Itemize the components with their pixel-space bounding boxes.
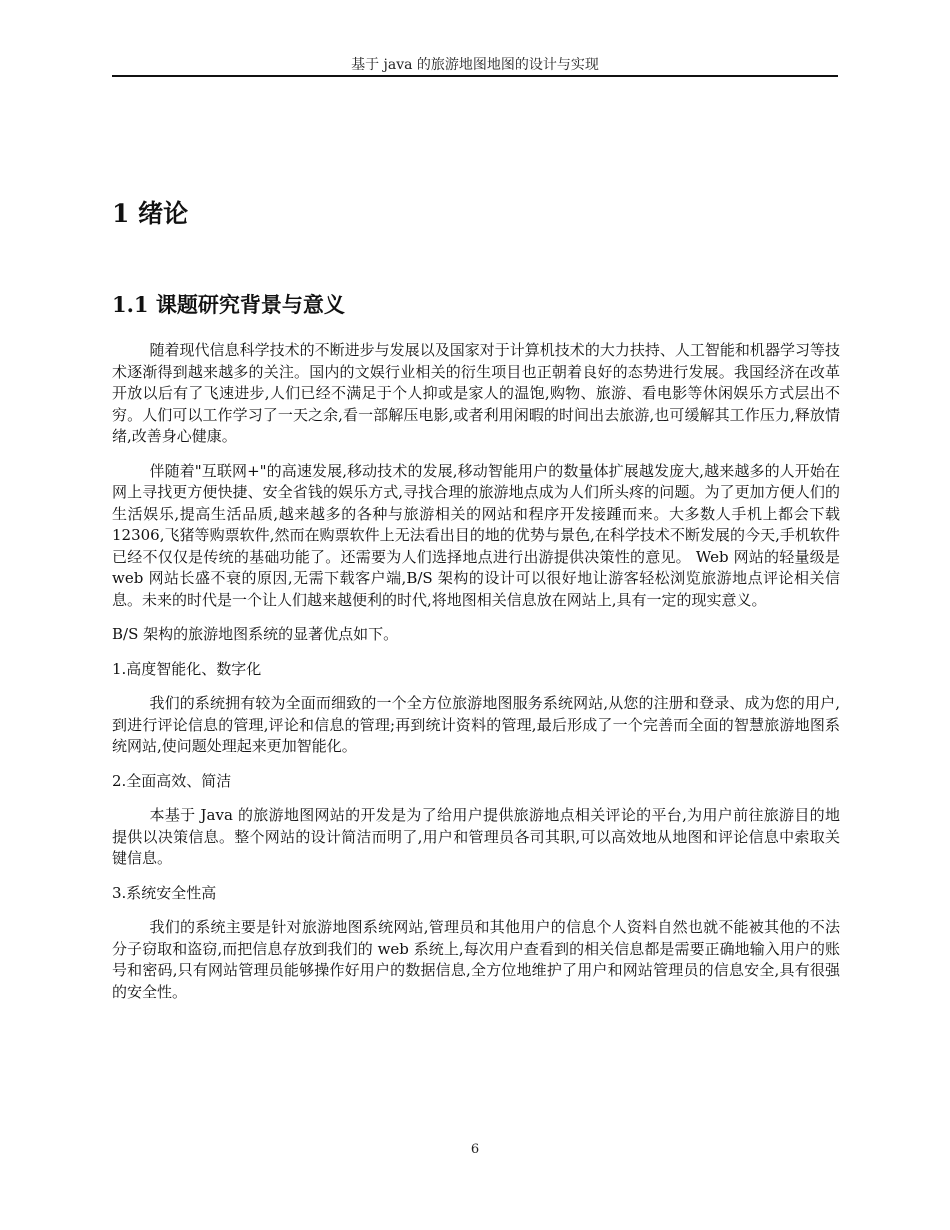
running-header: 基于 java 的旅游地图地图的设计与实现 (351, 57, 599, 73)
page-body (112, 196, 840, 1016)
paragraph-security: 我们的系统主要是针对旅游地图系统网站,管理员和其他用户的信息个人资料自然也就不能被其他的不法分子窃取和盗窃,而把信息存放到我们的 web 系统上,每次用户查看到的相关信息都是需要正确地输入用户的账号和密码,只有网站管理员能够操作好用户的数据信息,全方位地维护了用户和网站管理员的信息安全,具有很强的安全性。 (112, 918, 840, 1001)
paragraph-background: 随着现代信息科学技术的不断进步与发展以及国家对于计算机技术的大力扶持、人工智能和机器学习等技术逐渐得到越来越多的关注。国内的文娱行业相关的衍生项目也正朝着良好的态势进行发展。我国经济在改革开放以后有了飞速进步,人们已经不满足于个人抑或是家人的温饱,购物、旅游、看电影等休闲娱乐方式层出不穷。人们可以工作学习了一天之余,看一部解压电影,或者利用闲暇的时间出去旅游,也可缓解其工作压力,释放情绪,改善身心健康。 (112, 341, 840, 445)
list-heading-efficient: 2.全面高效、简洁 (112, 771, 232, 790)
list-heading-intelligent: 1.高度智能化、数字化 (112, 659, 262, 678)
paragraph-intelligent: 我们的系统拥有较为全面而细致的一个全方位旅游地图服务系统网站,从您的注册和登录、成为您的用户,到进行评论信息的管理,评论和信息的管理;再到统计资料的管理,最后形成了一个完善而全面的智慧旅游地图系统网站,使问题处理起来更加智能化。 (112, 694, 840, 755)
paragraph-efficient: 本基于 Java 的旅游地图网站的开发是为了给用户提供旅游地点相关评论的平台,为用户前往旅游目的地提供以决策信息。整个网站的设计简洁而明了,用户和管理员各司其职,可以高效地从地图和评论信息中索取关键信息。 (112, 806, 840, 867)
chapter-title: 1 绪论 (112, 199, 189, 228)
page-number: 6 (470, 1142, 480, 1157)
paragraph-internet-development: 伴随着"互联网+"的高速发展,移动技术的发展,移动智能用户的数量体扩展越发庞大,越来越多的人开始在网上寻找更方便快捷、安全省钱的娱乐方式,寻找合理的旅游地点成为人们所头疼的问题。为了更加方便人们的生活娱乐,提高生活品质,越来越多的各种与旅游相关的网站和程序开发接踵而来。大多数人手机上都会下载 12306,飞猪等购票软件,然而在购票软件上无法看出目的地的优势与景色,在科学技术不断发展的今天,手机软件已经不仅仅是传统的基础功能了。还需要为人们选择地点进行出游提供决策性的意见。 Web 网站的轻量级是 web 网站长盛不衰的原因,无需下载客户端,B/S 架构的设计可以很好地让游客轻松浏览旅游地点评论相关信息。未来的时代是一个让人们越来越便利的时代,将地图相关信息放在网站上,具有一定的现实意义。 (112, 461, 840, 609)
paragraph-advantages-intro: B/S 架构的旅游地图系统的显著优点如下。 (112, 625, 399, 643)
list-heading-security: 3.系统安全性高 (112, 883, 217, 902)
section-title: 1.1 课题研究背景与意义 (112, 292, 345, 317)
header-rule (112, 75, 838, 77)
